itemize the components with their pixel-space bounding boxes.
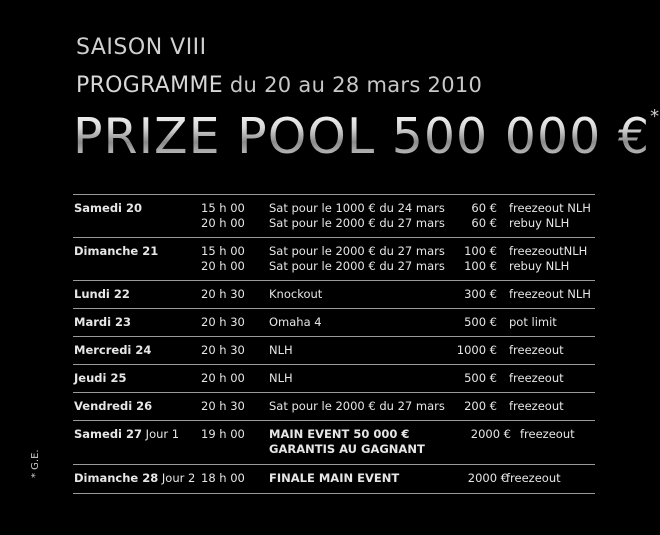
day-name: Jeudi 25 (74, 371, 127, 385)
price-cell: 200 € (464, 399, 497, 413)
type-cell: rebuy NLH (509, 216, 570, 230)
schedule-line (73, 399, 595, 414)
event-cell: Sat pour le 1000 € du 24 mars (269, 201, 445, 215)
day-name: Dimanche 21 (74, 244, 159, 258)
type-cell: freezeout NLH (509, 201, 591, 215)
day-name: Samedi 27 (74, 427, 143, 441)
day-label (74, 201, 142, 216)
type-cell: freezeoutNLH (509, 244, 588, 258)
time-cell: 20 h 00 (201, 371, 245, 385)
day-label (74, 244, 158, 259)
schedule-line (73, 287, 595, 302)
day-label (74, 471, 195, 486)
schedule-row (73, 194, 595, 237)
schedule-line (73, 244, 595, 259)
time-cell: 15 h 00 (201, 244, 245, 258)
time-cell: 20 h 30 (201, 343, 245, 357)
day-subtitle: Jour 1 (142, 427, 180, 441)
day-label (74, 343, 151, 358)
schedule-line (73, 201, 595, 216)
type-cell: freezeout (509, 371, 564, 385)
price-cell: 60 € (471, 216, 497, 230)
prize-pool-title (73, 108, 660, 165)
event-cell: MAIN EVENT 50 000 € (269, 427, 410, 441)
price-cell: 2000 € (467, 471, 508, 485)
time-cell: 20 h 00 (201, 216, 245, 230)
type-cell: freezeout NLH (509, 287, 591, 301)
price-cell: 500 € (464, 315, 497, 329)
schedule-table (73, 194, 595, 494)
day-name: Vendredi 26 (74, 399, 153, 413)
day-label (74, 315, 131, 330)
schedule-row (73, 392, 595, 420)
time-cell: 20 h 00 (201, 259, 245, 273)
day-name: Lundi 22 (74, 287, 130, 301)
saison-title: SAISON VIII (76, 35, 207, 60)
time-cell: 20 h 30 (201, 399, 245, 413)
type-cell: freezeout (509, 343, 564, 357)
schedule-row (73, 280, 595, 308)
event-cell: GARANTIS AU GAGNANT (269, 442, 425, 456)
day-name: Samedi 20 (74, 201, 143, 215)
event-cell: Knockout (269, 287, 323, 301)
day-name: Mercredi 24 (74, 343, 152, 357)
schedule-row (73, 364, 595, 392)
event-cell: Omaha 4 (269, 315, 322, 329)
schedule-line (73, 216, 595, 231)
day-label (74, 371, 126, 386)
schedule-line (73, 442, 595, 457)
type-cell: freezeout (520, 427, 575, 441)
programme-label: PROGRAMME (76, 73, 223, 98)
schedule-line (73, 315, 595, 330)
schedule-row (73, 308, 595, 336)
event-cell: Sat pour le 2000 € du 27 mars (269, 399, 445, 413)
price-cell: 300 € (464, 287, 497, 301)
schedule-row (73, 464, 595, 494)
event-cell: Sat pour le 2000 € du 27 mars (269, 259, 445, 273)
schedule-row (73, 420, 595, 464)
price-cell: 60 € (471, 201, 497, 215)
schedule-line (73, 371, 595, 386)
price-cell: 100 € (464, 244, 497, 258)
day-label (74, 427, 179, 442)
day-subtitle: Jour 2 (158, 471, 196, 485)
schedule-row (73, 237, 595, 280)
type-cell: freezeout (506, 471, 561, 485)
event-cell: Sat pour le 2000 € du 27 mars (269, 244, 445, 258)
schedule-line (73, 259, 595, 274)
schedule-line (73, 471, 595, 486)
event-cell: FINALE MAIN EVENT (269, 471, 400, 485)
price-cell: 500 € (464, 371, 497, 385)
event-cell: Sat pour le 2000 € du 27 mars (269, 216, 445, 230)
type-cell: rebuy NLH (509, 259, 570, 273)
schedule-row (73, 336, 595, 364)
type-cell: freezeout (509, 399, 564, 413)
signature-note: * G.E. (30, 449, 41, 478)
event-cell: NLH (269, 343, 293, 357)
programme-dates: du 20 au 28 mars 2010 (222, 73, 483, 97)
day-label (74, 287, 130, 302)
prize-pool-text: PRIZE POOL 500 000 € (73, 108, 651, 165)
time-cell: 15 h 00 (201, 201, 245, 215)
day-name: Dimanche 28 (74, 471, 159, 485)
type-cell: pot limit (509, 315, 557, 329)
programme-line (76, 73, 482, 98)
day-name: Mardi 23 (74, 315, 132, 329)
price-cell: 100 € (464, 259, 497, 273)
time-cell: 20 h 30 (201, 315, 245, 329)
time-cell: 20 h 30 (201, 287, 245, 301)
day-label (74, 399, 152, 414)
prize-pool-asterisk: * (650, 106, 660, 127)
schedule-line (73, 427, 595, 442)
event-cell: NLH (269, 371, 293, 385)
time-cell: 19 h 00 (201, 427, 245, 441)
schedule-line (73, 343, 595, 358)
time-cell: 18 h 00 (201, 471, 245, 485)
price-cell: 1000 € (456, 343, 497, 357)
price-cell: 2000 € (470, 427, 511, 441)
